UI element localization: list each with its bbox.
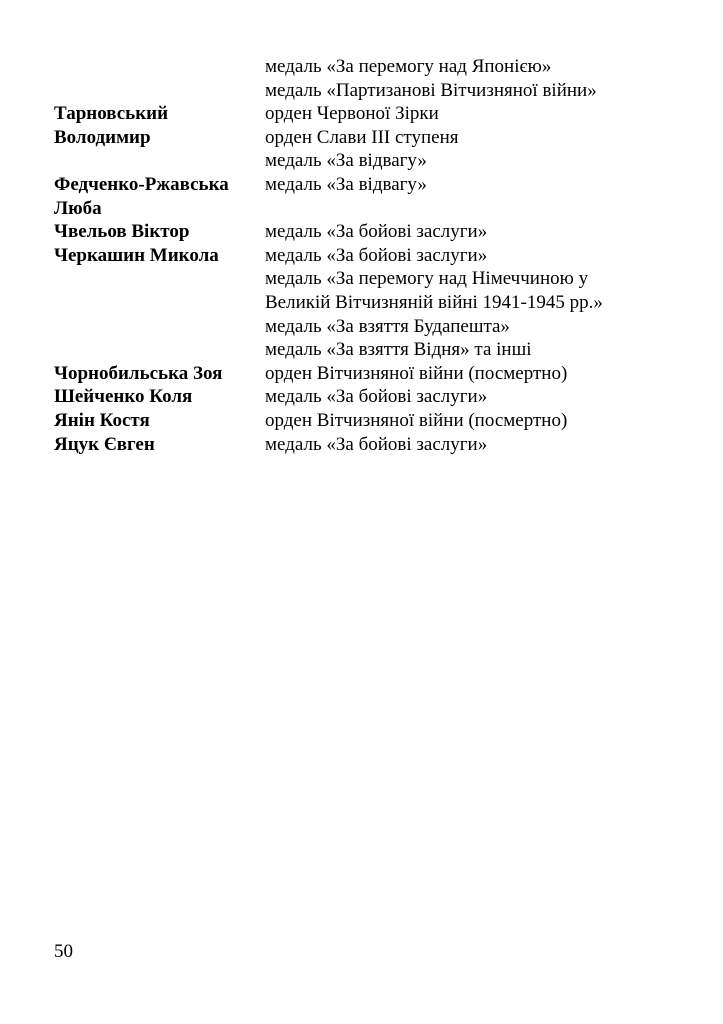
award-entry [54, 433, 674, 457]
award-list [265, 220, 674, 244]
award-list [265, 409, 674, 433]
award-item: медаль «За взяття Відня» та інші [265, 339, 532, 361]
award-item: медаль «За бойові заслуги» [265, 244, 488, 266]
award-list [265, 55, 674, 102]
award-item: орден Вітчизняної війни (посмертно) [265, 409, 568, 431]
award-list [265, 385, 674, 409]
person-name-line: Шейченко Коля [54, 386, 193, 408]
award-entry [54, 362, 674, 386]
award-item: медаль «За перемогу над Німеччиною у [265, 268, 589, 290]
award-list [265, 433, 674, 457]
award-entry [54, 244, 674, 362]
person-name [54, 220, 265, 244]
person-name [54, 362, 265, 386]
award-entry [54, 102, 674, 173]
award-entry [54, 173, 674, 220]
award-item: медаль «За відвагу» [265, 150, 427, 172]
person-name [54, 433, 265, 457]
award-list [265, 102, 674, 173]
award-entry [54, 55, 674, 102]
award-item: медаль «За перемогу над Японією» [265, 56, 552, 77]
person-name-line: Люба [54, 197, 102, 219]
award-list [265, 173, 674, 197]
award-item: орден Вітчизняної війни (посмертно) [265, 362, 568, 384]
person-name-line: Черкашин Микола [54, 244, 219, 266]
award-entry [54, 220, 674, 244]
award-entry [54, 409, 674, 433]
person-name [54, 409, 265, 433]
award-list [265, 244, 674, 362]
award-item: медаль «За бойові заслуги» [265, 221, 488, 243]
awards-list [54, 55, 674, 456]
award-item: орден Червоної Зірки [265, 103, 439, 125]
award-item: медаль «За бойові заслуги» [265, 433, 488, 455]
person-name [54, 102, 265, 149]
person-name-line: Чвельов Віктор [54, 221, 190, 243]
person-name [54, 244, 265, 268]
person-name-line: Чорнобильська Зоя [54, 362, 223, 384]
award-item: медаль «За відвагу» [265, 173, 427, 195]
award-item: Великій Вітчизняній війні 1941-1945 рр.» [265, 291, 603, 313]
person-name [54, 385, 265, 409]
person-name [54, 173, 265, 220]
page-number: 50 [54, 941, 73, 962]
award-list [265, 362, 674, 386]
award-item: медаль «Партизанові Вітчизняної війни» [265, 79, 597, 101]
person-name-line: Володимир [54, 126, 151, 148]
award-item: медаль «За взяття Будапешта» [265, 315, 510, 337]
award-item: медаль «За бойові заслуги» [265, 386, 488, 408]
award-item: орден Слави ІІІ ступеня [265, 126, 459, 148]
person-name-line: Яцук Євген [54, 433, 155, 455]
award-entry [54, 385, 674, 409]
person-name-line: Янін Костя [54, 409, 150, 431]
person-name-line: Федченко-Ржавська [54, 173, 229, 195]
person-name-line: Тарновський [54, 103, 169, 125]
